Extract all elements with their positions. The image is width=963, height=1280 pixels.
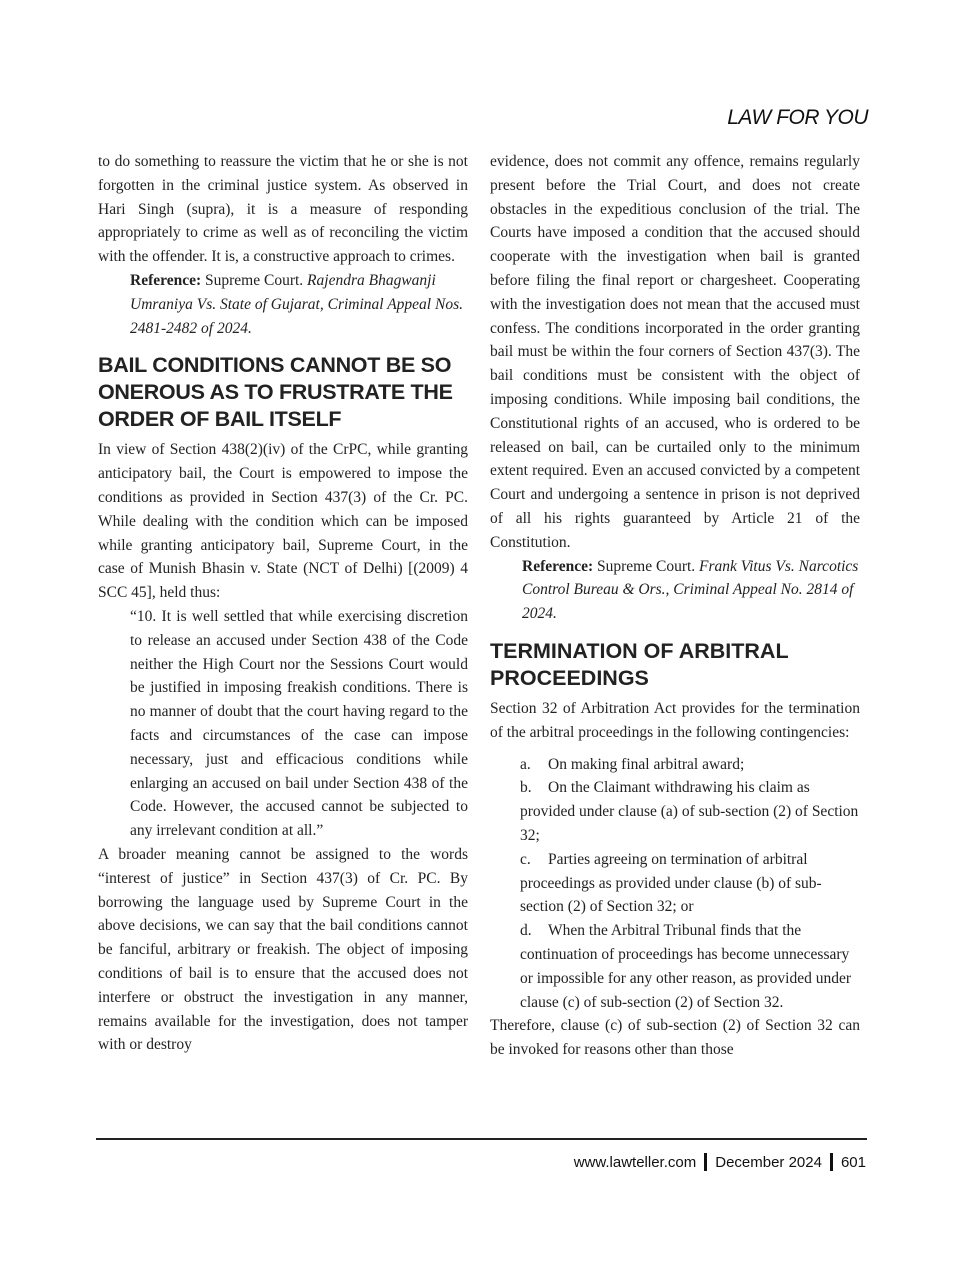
reference-citation: Rajendra Bhagwanji Umraniya Vs. State of Gujarat, Criminal Appeal Nos. 2481-2482 of 2024. <box>130 271 463 337</box>
paragraph: Section 32 of Arbitration Act provides for the termination of the arbitral proceedings in the following contingencies: <box>490 699 860 741</box>
page-footer <box>574 1153 866 1171</box>
footer-separator <box>830 1153 833 1171</box>
paragraph: A broader meaning cannot be assigned to the words “interest of justice” in Section 437(3) of Cr. PC. By borrowing the language used by Supreme Court in the above decisions, we can say that the bail conditions cannot be fanciful, arbitrary or freakish. The object of imposing conditions of bail is to ensure that the accused does not interfere or obstruct the investigation in any manner, remains available for the investigation, does not tamper with or destroy <box>98 845 468 1054</box>
list-text: On making final arbitral award; <box>548 755 745 773</box>
magazine-brand: LAW FOR YOU <box>727 106 868 129</box>
footer-separator <box>704 1153 707 1171</box>
left-column <box>98 150 468 1057</box>
paragraph: evidence, does not commit any offence, remains regularly present before the Trial Court, and does not create obstacles in the expeditious conclusion of the trial. The Courts have imposed a condition that the accused should cooperate with the investigation when bail is granted before filing the final report or chargesheet. Cooperating with the investigation does not mean that the accused must confess. The conditions incorporated in the order granting bail must be within the four corners of Section 437(3). The bail conditions must be consistent with the object of imposing conditions. While imposing bail conditions, the Constitutional rights of an accused, who is ordered to be released on bail, can be curtailed only to the minimum extent required. Even an accused convicted by a competent Court and undergoing a sentence in prison is not deprived of all his rights guaranteed by Article 21 of the Constitution. <box>490 153 860 551</box>
section-heading: TERMINATION OF ARBITRAL PROCEEDINGS <box>490 638 789 690</box>
reference-court: Supreme Court. <box>201 271 308 289</box>
reference-label: Reference: <box>130 271 202 289</box>
reference-block <box>490 555 860 626</box>
list-text: Parties agreeing on termination of arbitral proceedings as provided under clause (b) of sub-section (2) of Section 32; or <box>520 850 822 916</box>
section-heading: BAIL CONDITIONS CANNOT BE SO ONEROUS AS TO FRUSTRATE THE ORDER OF BAIL ITSELF <box>98 353 453 432</box>
list-item <box>490 776 860 847</box>
list-text: On the Claimant withdrawing his claim as provided under clause (a) of sub-section (2) of Section 32; <box>520 779 859 844</box>
reference-label: Reference: <box>522 557 594 575</box>
list-item <box>490 753 860 777</box>
paragraph: Therefore, clause (c) of sub-section (2) of Section 32 can be invoked for reasons other than those <box>490 1017 860 1059</box>
issue-date: December 2024 <box>715 1153 822 1171</box>
list-item <box>490 919 860 1014</box>
reference-court: Supreme Court. <box>593 557 700 575</box>
list-marker: a. <box>520 755 531 773</box>
list-marker: b. <box>520 779 532 797</box>
website-link[interactable]: www.lawteller.com <box>573 1153 697 1171</box>
list-marker: c. <box>520 850 531 868</box>
paragraph: In view of Section 438(2)(iv) of the CrPC, while granting anticipatory bail, the Court is empowered to impose the conditions as provided in Section 437(3) of the Cr. PC. While dealing with the condition which can be imposed while granting anticipatory bail, Supreme Court, in the case of Munish Bhasin v. State (NCT of Delhi) [(2009) 4 SCC 45], held thus: <box>98 441 468 602</box>
block-quote: “10. It is well settled that while exercising discretion to release an accused under Section 438 of the Code neither the High Court nor the Sessions Court would be justified in imposing freakish conditions. There is no manner of doubt that the court having regard to the facts and circumstances of the case can impose necessary, just and efficacious conditions while enlarging an accused on bail under Section 438 of the Code. However, the accused cannot be subjected to any irrelevant condition at all.” <box>130 607 468 840</box>
footer-divider <box>96 1138 867 1140</box>
contingency-list <box>490 753 860 1015</box>
list-item <box>490 848 860 919</box>
right-column <box>490 150 860 1062</box>
list-text: When the Arbitral Tribunal finds that the continuation of proceedings has become unnecessary or impossible for any other reason, as provided under clause (c) of sub-section (2) of Section 32. <box>520 922 852 1011</box>
reference-block <box>98 269 468 340</box>
reference-citation: Frank Vitus Vs. Narcotics Control Bureau & Ors., Criminal Appeal No. 2814 of 2024. <box>522 557 859 623</box>
paragraph: to do something to reassure the victim that he or she is not forgotten in the criminal justice system. As observed in Hari Singh (supra), it is a measure of responding appropriately to crime as well as of reconciling the victim with the offender. It is, a constructive approach to crimes. <box>98 153 468 266</box>
page-number: 601 <box>840 1153 866 1171</box>
list-marker: d. <box>520 922 532 940</box>
